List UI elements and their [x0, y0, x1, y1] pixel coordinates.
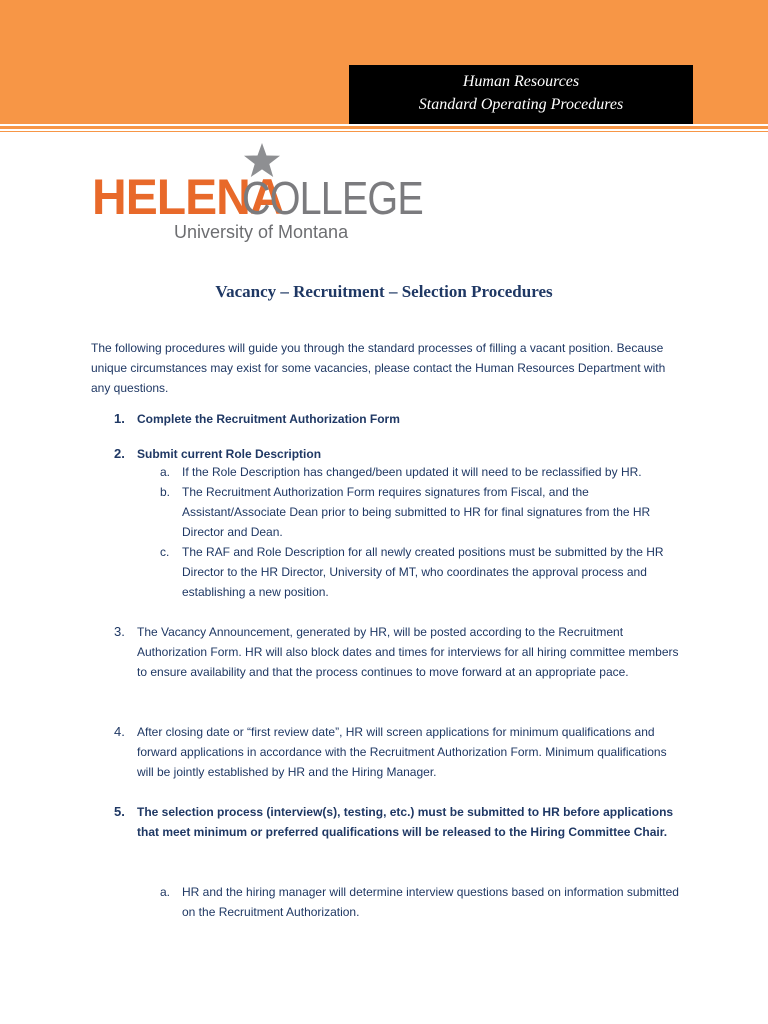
substep-letter: b.: [160, 485, 171, 499]
step-number: 3.: [114, 624, 125, 639]
substep-text: HR and the hiring manager will determine interview questions based on information submitted on the Recruitment Authorization.: [182, 885, 679, 919]
substep-letter: a.: [160, 465, 171, 479]
substep-letter: a.: [160, 885, 171, 899]
header-rule-thick: [0, 126, 768, 129]
document-title: Vacancy – Recruitment – Selection Procedures: [215, 282, 553, 301]
step-number: 5.: [114, 804, 125, 819]
header-title-box: [349, 65, 693, 124]
step-number: 1.: [114, 411, 125, 426]
step-text: After closing date or “first review date”, HR will screen applications for minimum qualifications and forward applications in accordance with the Recruitment Authorization Form. Minimum qualifications will be jointly established by HR and the Hiring Manager.: [137, 725, 667, 779]
substep-letter: c.: [160, 545, 170, 559]
header-line-2: Standard Operating Procedures: [418, 96, 624, 113]
step-text: Submit current Role Description: [137, 447, 322, 461]
step-text: The selection process (interview(s), testing, etc.) must be submitted to HR before applications that meet minimum or preferred qualifications will be released to the Hiring Committee Chair.: [137, 805, 674, 839]
substep-text: The RAF and Role Description for all newly created positions must be submitted by the HR Director to the HR Director, University of MT, who coordinates the approval process and establishing a new position.: [182, 545, 664, 599]
substep-text: The Recruitment Authorization Form requires signatures from Fiscal, and the Assistant/Associate Dean prior to being submitted to HR for final signatures from the HR Director and Dean.: [182, 485, 651, 539]
logo-word-college: COLLEGE: [242, 172, 423, 224]
substep-text: If the Role Description has changed/been updated it will need to be reclassified by HR.: [182, 465, 642, 479]
header-line-1: Human Resources: [462, 73, 580, 90]
logo-subtitle: University of Montana: [174, 222, 349, 242]
step-number: 4.: [114, 724, 125, 739]
college-logo: [92, 142, 423, 247]
step-text: The Vacancy Announcement, generated by HR, will be posted according to the Recruitment Authorization Form. HR will also block dates and times for interviews for all hiring committee members to ensure availability and that the process continues to move forward at an appropriate pace.: [137, 625, 679, 679]
step-number: 2.: [114, 446, 125, 461]
header-rule-thin: [0, 131, 768, 132]
step-text: Complete the Recruitment Authorization Form: [137, 412, 400, 426]
intro-paragraph: The following procedures will guide you through the standard processes of filling a vacant position. Because unique circumstances may exist for some vacancies, please contact the Human Resources Department with any questions.: [91, 341, 666, 395]
header-banner: [0, 0, 768, 124]
logo-word-helena: HELENA: [92, 169, 284, 225]
